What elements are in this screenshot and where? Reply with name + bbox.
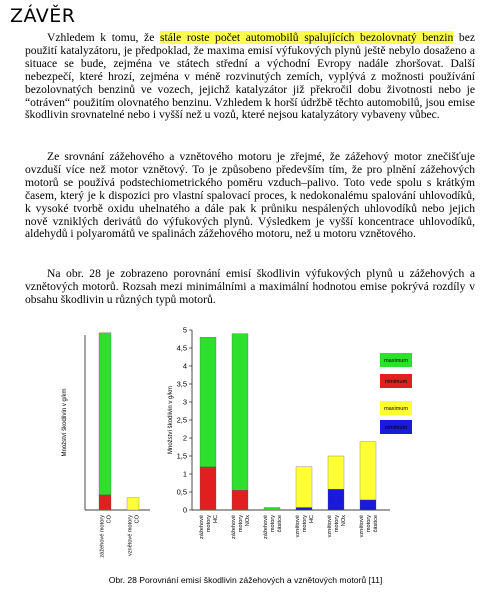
chart2-category-label-2-line: motory	[237, 515, 244, 533]
paragraph-1-start: Vzhledem k tomu, že	[47, 31, 160, 44]
chart2-category-label-6-line: částice	[373, 515, 380, 533]
highlighted-text: stále roste počet automobilů spalujících bezolovnatý benzin	[159, 31, 454, 44]
chart2-y-tick-label: 3	[182, 397, 187, 407]
chart1-y-axis-label: Množství škodlivin v g/km	[62, 388, 68, 457]
legend-label-4: minimum	[384, 425, 408, 431]
legend-label-2: minimum	[384, 379, 408, 385]
chart2-category-label-1-line: zážehové	[198, 515, 205, 539]
chart2-bar-min-2	[232, 490, 248, 510]
section-heading: ZÁVĚR	[10, 5, 76, 27]
chart1-category-label-2-line: vznětové motory	[127, 515, 134, 557]
chart2-y-tick-label: 5	[182, 325, 187, 335]
chart1-category-label-1	[99, 514, 112, 557]
chart2-category-label-5-line: vznětové	[326, 515, 333, 538]
chart2-y-tick-label: 4,5	[176, 343, 187, 353]
chart2-category-label-3-line: zážehové	[262, 515, 269, 539]
paragraph-1-rest: bez použití katalyzátoru, je předpoklad, že maxima emisí výfukových plynů ještě nebylo dosaženo a situace se bude, zejména ve státech střední a východní Evropy nadále zhoršovat. Další nebezpečí, které hrozí, zejména v méně rozvinutých zemích, vyplývá z možnosti používání bezolovnatých benzinů ve vozech, jejichž katalyzátor již překročil dobu životnosti nebo je “otráven“ použitím olovnatého benzinu. Vzhledem k horší údržbě těchto automobilů, jsou emise škodlivin srovnatelné nebo i vyšší než u vozů, které nejsou katalyzátory vybaveny vůbec.	[25, 31, 475, 122]
chart2-y-tick-label: 3,5	[176, 379, 187, 389]
chart2-bar-max-5	[328, 456, 344, 489]
legend-label-3: maximum	[384, 406, 408, 412]
chart2-bar-max-1	[200, 337, 216, 467]
chart2-bar-max-4	[296, 467, 312, 508]
chart2-bar-max-3	[264, 507, 280, 510]
chart2-category-label-3-line: motory	[269, 515, 276, 533]
chart2-bar-min-1	[200, 467, 216, 510]
chart2-category-label-6-line: vznětové	[358, 515, 365, 538]
chart2-category-label-6-line: motory	[365, 515, 372, 533]
chart2-category-label-4-line: vznětové	[294, 515, 301, 538]
chart1-bar-1-minimum	[99, 495, 111, 510]
chart2-category-label-1-line: HC	[213, 515, 220, 524]
chart2-category-label-1-line: motory	[205, 515, 212, 533]
chart2-y-tick-label: 2,5	[176, 415, 187, 425]
chart1-bar-2-maximum	[127, 498, 139, 510]
chart2-bar-min-5	[328, 489, 344, 510]
chart2-y-tick-label: 0	[182, 505, 187, 515]
chart2-bar-max-2	[232, 334, 248, 491]
chart2-category-label-5	[327, 515, 347, 538]
chart1-category-label-2	[127, 514, 140, 556]
chart2-y-axis-label: Množství škodlivin v g/km	[168, 385, 174, 455]
chart2-bar-max-6	[360, 442, 376, 500]
chart2-category-label-2-line: zážehové	[230, 515, 237, 539]
legend-label-1: maximum	[384, 358, 408, 364]
chart2-category-label-5-line: NOx	[341, 515, 348, 527]
chart2-y-tick-label: 4	[182, 361, 187, 371]
chart2-category-label-3	[263, 515, 283, 539]
chart2-category-label-6	[359, 515, 379, 538]
chart2-bar-min-6	[360, 500, 376, 510]
chart1-bar-1-maximum	[99, 333, 111, 495]
chart2-category-label-1	[199, 515, 219, 539]
chart2-category-label-2	[231, 515, 251, 539]
chart2-category-label-4	[295, 515, 315, 538]
chart2-category-label-4-line: motory	[301, 515, 308, 533]
chart2-y-tick-label: 2	[182, 433, 187, 443]
chart2-category-label-2-line: NOx	[245, 515, 252, 527]
chart2-category-label-4-line: HC	[309, 515, 316, 524]
chart2-category-label-3-line: částice	[277, 515, 284, 533]
chart2-y-tick-label: 0,5	[176, 487, 187, 497]
chart2-bar-min-4	[296, 507, 312, 510]
chart2-y-tick-label: 1	[182, 469, 187, 479]
chart1-category-label-1-line: zážehové motory	[99, 515, 106, 558]
chart2-y-tick-label: 1,5	[176, 451, 187, 461]
paragraph-3-text: Na obr. 28 je zobrazeno porovnání emisí škodlivin výfukových plynů u zážehových a vznětových motorů. Rozsah mezi minimálními a maximální hodnotou emise pokrývá rozdíly v obsahu škodlivin u různých typů motorů.	[25, 267, 475, 306]
chart2-category-label-5-line: motory	[333, 515, 340, 533]
chart1-category-label-2-line: CO	[134, 515, 141, 524]
chart1-category-label-1-line: CO	[106, 515, 113, 524]
paragraph-2-text: Ze srovnání zážehového a vznětového motoru je zřejmé, že zážehový motor znečišťuje ovzduší více než motor vznětový. To je způsobeno především tím, že pro plnění zážehových motorů se používá podstechiometrického poměru vzduch–palivo. Toto vede spolu s krátkým časem, který je k dispozici pro vlastní spalovací proces, k nedokonalému spalování uhlovodíků, k vysoké tvorbě oxidu uhelnatého a dále pak k průniku nespálených uhlovodíků nebo jejich nově vzniklých derivátů do výfukových plynů. Výsledkem je vyšší koncentrace uhlovodíků, aldehydů i polyaromátů ve spalinách zážehového motoru, než u motoru vznětového.	[25, 150, 475, 241]
figure-caption: Obr. 28 Porovnání emisí škodlivin zážehových a vznětových motorů [11]	[108, 575, 383, 585]
